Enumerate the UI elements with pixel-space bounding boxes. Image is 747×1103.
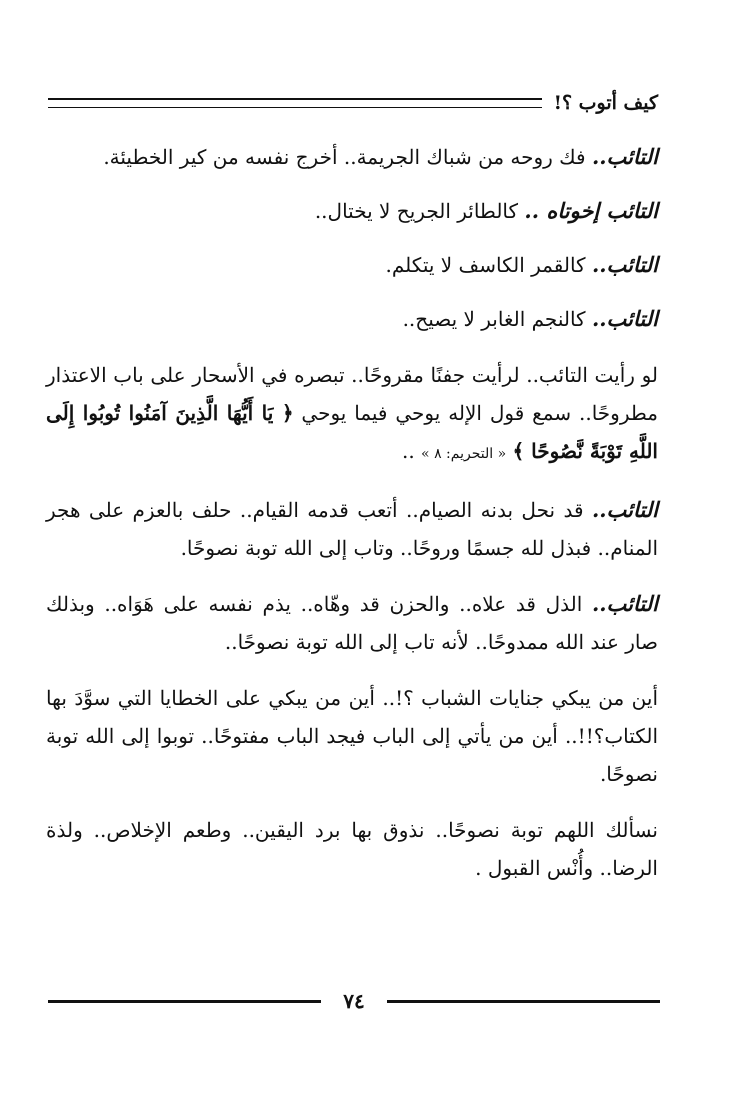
page-number: ٧٤ [343, 989, 365, 1013]
paragraph-2 [46, 192, 658, 230]
header-title: كيف أتوب ؟! [553, 92, 658, 114]
paragraph-lead: التائب.. [591, 306, 658, 331]
page-footer [48, 986, 660, 1016]
footer-rule-left [48, 1000, 321, 1003]
paragraph-text: فك روحه من شباك الجريمة.. أخرج نفسه من كير الخطيئة. [103, 145, 592, 169]
paragraph-5 [46, 491, 658, 567]
paragraph-lead: التائب.. [591, 252, 658, 277]
quran-verse: ﴿ يَا أَيُّهَا الَّذِينَ آمَنُوا تُوبُوا إِلَى اللَّهِ تَوْبَةً نَّصُوحًا ﴾ [46, 401, 658, 463]
paragraph-text: الذل قد علاه.. والحزن قد وهّاه.. يذم نفسه على هَوَاه.. وبذلك صار عند الله ممدوحًا.. لأنه تاب إلى الله توبة نصوحًا.. [46, 592, 658, 654]
verse-paragraph [46, 356, 658, 473]
paragraph-text: كالنجم الغابر لا يصيح.. [402, 307, 592, 331]
footer-rule-right [387, 1000, 660, 1003]
closing-paragraph-2: نسألك اللهم توبة نصوحًا.. نذوق بها برد اليقين.. وطعم الإخلاص.. ولذة الرضا.. وأُنْس القبول . [46, 818, 659, 880]
paragraph-lead: التائب.. [591, 144, 658, 169]
verse-tail: .. [401, 439, 415, 463]
paragraph-lead: التائب إخوتاه .. [524, 198, 658, 223]
running-header [48, 88, 658, 118]
paragraph-text: قد نحل بدنه الصيام.. أتعب قدمه القيام.. حلف بالعزم على هجر المنام.. فبذل لله جسمًا وروحًا.. وتاب إلى الله توبة نصوحًا. [46, 498, 658, 560]
header-rule [48, 98, 542, 108]
paragraph-text: كالطائر الجريح لا يختال.. [314, 199, 525, 223]
paragraph-4 [46, 300, 658, 338]
paragraph-1 [46, 138, 658, 176]
paragraph-lead: التائب.. [591, 497, 658, 522]
paragraph-text: كالقمر الكاسف لا يتكلم. [385, 253, 592, 277]
page-body [46, 138, 658, 903]
closing-paragraph-1: أين من يبكي جنايات الشباب ؟!.. أين من يبكي على الخطايا التي سوَّدَ بها الكتاب؟!!.. أين من يأتي إلى الباب فيجد الباب مفتوحًا.. توبوا إلى الله توبة نصوحًا. [46, 686, 658, 786]
paragraph-3 [46, 246, 658, 284]
verse-reference: « التحريم: ٨ » [421, 446, 507, 462]
paragraph-lead: التائب.. [591, 591, 658, 616]
paragraph-6 [46, 585, 658, 661]
verse-intro-text: لو رأيت التائب.. لرأيت جفنًا مقروحًا.. تبصره في الأسحار على باب الاعتذار مطروحًا.. سمع قول الإله يوحي فيما يوحي [46, 363, 658, 425]
